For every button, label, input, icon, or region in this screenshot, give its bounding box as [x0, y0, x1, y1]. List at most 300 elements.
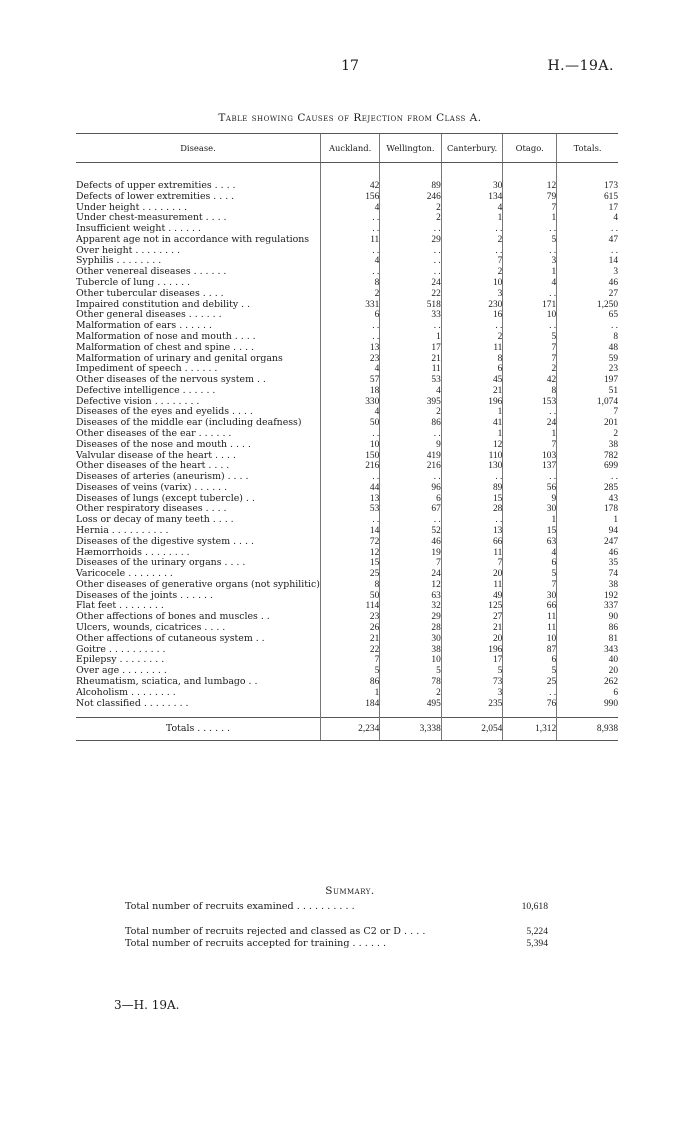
cell-otago: 30 — [503, 504, 557, 515]
table-row — [76, 655, 618, 666]
cell-total: 615 — [557, 192, 618, 203]
cell-disease: Diseases of the nose and mouth . . . . — [76, 439, 251, 450]
cell-canterbury: 66 — [441, 537, 503, 548]
cell-total: 4 — [557, 213, 618, 224]
table-row — [76, 429, 618, 440]
cell-disease: Defects of lower extremities . . . . — [76, 191, 235, 202]
cell-canterbury: 49 — [441, 591, 503, 602]
cell-otago: . . — [503, 407, 557, 418]
cell-canterbury: 21 — [441, 623, 503, 634]
cell-otago: . . — [503, 321, 557, 332]
cell-total: 86 — [557, 623, 618, 634]
summary-label: Total number of recruits rejected and classed as C2 or D . . . . — [125, 926, 426, 937]
cell-otago: 66 — [503, 601, 557, 612]
cell-otago: 12 — [503, 181, 557, 192]
cell-auckland: 150 — [320, 451, 379, 462]
cell-otago: 7 — [503, 440, 557, 451]
cell-otago: 2 — [503, 364, 557, 375]
cell-auckland: 23 — [320, 612, 379, 623]
cell-otago: 103 — [503, 451, 557, 462]
cell-otago: 79 — [503, 192, 557, 203]
cell-disease: Malformation of nose and mouth . . . . — [76, 331, 256, 342]
cell-total: 51 — [557, 386, 618, 397]
cell-total: 7 — [557, 407, 618, 418]
cell-otago: 153 — [503, 397, 557, 408]
table-row — [76, 181, 618, 192]
cell-disease: Loss or decay of many teeth . . . . — [76, 515, 234, 526]
cell-canterbury: 5 — [441, 666, 503, 677]
cell-wellington: . . — [380, 515, 442, 526]
cell-total: 337 — [557, 601, 618, 612]
table-row — [76, 332, 618, 343]
cell-wellington: 246 — [380, 192, 442, 203]
table-row — [76, 440, 618, 451]
cell-disease: Under chest-measurement . . . . — [76, 213, 227, 224]
cell-canterbury: 110 — [441, 451, 503, 462]
cell-canterbury: 2 — [441, 235, 503, 246]
cell-total: 35 — [557, 558, 618, 569]
cell-canterbury: 12 — [441, 440, 503, 451]
table-row — [76, 278, 618, 289]
cell-canterbury: 41 — [441, 418, 503, 429]
table-row — [76, 515, 618, 526]
table-title: Table showing Causes of Rejection from Class A. — [218, 112, 482, 124]
cell-auckland: 184 — [320, 699, 379, 710]
cell-auckland: 11 — [320, 235, 379, 246]
cell-canterbury: 196 — [441, 645, 503, 656]
cell-wellington: 78 — [380, 677, 442, 688]
cell-disease: Defective vision . . . . . . . . — [76, 396, 200, 407]
table-row — [76, 203, 618, 214]
cell-auckland: 8 — [320, 278, 379, 289]
table-row — [76, 558, 618, 569]
cell-disease: Diseases of arteries (aneurism) . . . . — [76, 472, 249, 483]
cell-auckland: . . — [320, 515, 379, 526]
cell-wellington: 395 — [380, 397, 442, 408]
cell-canterbury: 16 — [441, 310, 503, 321]
cell-otago: 7 — [503, 203, 557, 214]
table-row — [76, 461, 618, 472]
cell-canterbury: 196 — [441, 397, 503, 408]
cell-canterbury: 11 — [441, 548, 503, 559]
cell-otago: 3 — [503, 256, 557, 267]
cell-disease: Defects of upper extremities . . . . — [76, 181, 236, 191]
cell-auckland: 2 — [320, 289, 379, 300]
table-row — [76, 548, 618, 559]
cell-otago: . . — [503, 289, 557, 300]
cell-auckland: 15 — [320, 558, 379, 569]
cell-wellington: 53 — [380, 375, 442, 386]
table-row — [76, 591, 618, 602]
cell-canterbury: 7 — [441, 256, 503, 267]
cell-total: 6 — [557, 688, 618, 699]
cell-wellington: 89 — [380, 181, 442, 192]
cell-disease: Other diseases of the ear . . . . . . — [76, 428, 232, 439]
cell-auckland: . . — [320, 224, 379, 235]
cell-wellington: 17 — [380, 343, 442, 354]
cell-wellington: 9 — [380, 440, 442, 451]
cell-total: . . — [557, 246, 618, 257]
cell-disease: Goitre . . . . . . . . . . — [76, 644, 166, 655]
cell-disease: Syphilis . . . . . . . . — [76, 256, 162, 267]
cell-wellington: 32 — [380, 601, 442, 612]
cell-auckland: 4 — [320, 407, 379, 418]
cell-otago: 76 — [503, 699, 557, 710]
cell-canterbury: 27 — [441, 612, 503, 623]
table-row — [76, 526, 618, 537]
cell-disease: Varicocele . . . . . . . . — [76, 569, 173, 580]
cell-disease: Alcoholism . . . . . . . . — [76, 687, 176, 698]
table-row — [76, 483, 618, 494]
cell-disease: Rheumatism, sciatica, and lumbago . . — [76, 676, 258, 687]
cell-wellington: 12 — [380, 580, 442, 591]
cell-otago: 10 — [503, 634, 557, 645]
cell-disease: Diseases of the urinary organs . . . . — [76, 558, 246, 569]
totals-wellington: 3,338 — [380, 718, 442, 741]
cell-auckland: 53 — [320, 504, 379, 515]
cell-canterbury: 7 — [441, 558, 503, 569]
cell-auckland: 8 — [320, 580, 379, 591]
cell-wellington: 419 — [380, 451, 442, 462]
cell-auckland: 14 — [320, 526, 379, 537]
column-header-otago: Otago. — [503, 134, 557, 163]
cell-otago: 24 — [503, 418, 557, 429]
cell-canterbury: 89 — [441, 483, 503, 494]
cell-otago: 15 — [503, 526, 557, 537]
cell-total: 38 — [557, 440, 618, 451]
cell-total: 173 — [557, 181, 618, 192]
cell-otago: 5 — [503, 235, 557, 246]
cell-otago: . . — [503, 688, 557, 699]
cell-total: 38 — [557, 580, 618, 591]
cell-canterbury: 17 — [441, 655, 503, 666]
cell-wellington: 6 — [380, 494, 442, 505]
cell-total: 48 — [557, 343, 618, 354]
column-header-totals: Totals. — [557, 134, 618, 163]
cell-total: 46 — [557, 548, 618, 559]
cell-disease: Impaired constitution and debility . . — [76, 299, 251, 310]
cell-canterbury: 2 — [441, 267, 503, 278]
table-row — [76, 386, 618, 397]
cell-disease: Other affections of bones and muscles . . — [76, 612, 270, 623]
cell-total: 262 — [557, 677, 618, 688]
cell-otago: 7 — [503, 343, 557, 354]
cell-auckland: . . — [320, 246, 379, 257]
cell-disease: Other diseases of the heart . . . . — [76, 461, 230, 472]
cell-canterbury: 20 — [441, 569, 503, 580]
cell-auckland: 7 — [320, 655, 379, 666]
cell-wellington: 46 — [380, 537, 442, 548]
cell-otago: 1 — [503, 213, 557, 224]
cell-otago: . . — [503, 224, 557, 235]
cell-wellington: 22 — [380, 289, 442, 300]
totals-row — [76, 718, 618, 741]
table-row — [76, 289, 618, 300]
cell-auckland: 10 — [320, 440, 379, 451]
cell-wellington: 5 — [380, 666, 442, 677]
cell-otago: 5 — [503, 332, 557, 343]
cell-disease: Other diseases of generative organs (not syphilitic) — [76, 579, 320, 590]
cell-wellington: 2 — [380, 407, 442, 418]
footer-reference: 3—H. 19A. — [114, 998, 180, 1012]
table-header-row — [76, 134, 618, 163]
cell-canterbury: 45 — [441, 375, 503, 386]
cell-auckland: 23 — [320, 354, 379, 365]
cell-wellington: . . — [380, 267, 442, 278]
cell-otago: 11 — [503, 623, 557, 634]
cell-wellington: 495 — [380, 699, 442, 710]
cell-disease: Hæmorrhoids . . . . . . . . — [76, 547, 190, 558]
cell-wellington: 24 — [380, 569, 442, 580]
cell-total: 1,250 — [557, 300, 618, 311]
cell-wellington: 96 — [380, 483, 442, 494]
cell-disease: Over height . . . . . . . . — [76, 245, 181, 256]
cell-canterbury: 30 — [441, 181, 503, 192]
cell-auckland: 26 — [320, 623, 379, 634]
cell-canterbury: 2 — [441, 332, 503, 343]
cell-otago: 87 — [503, 645, 557, 656]
cell-auckland: 4 — [320, 256, 379, 267]
cell-total: . . — [557, 472, 618, 483]
cell-disease: Diseases of the eyes and eyelids . . . . — [76, 407, 253, 418]
summary-title: Summary. — [325, 885, 375, 897]
table-row — [76, 688, 618, 699]
summary-label: Total number of recruits examined . . . . . . . . . . — [125, 901, 355, 912]
cell-otago: 25 — [503, 677, 557, 688]
cell-auckland: 114 — [320, 601, 379, 612]
page-number: 17 — [341, 58, 359, 74]
cell-total: 178 — [557, 504, 618, 515]
cell-total: 43 — [557, 494, 618, 505]
table-row — [76, 267, 618, 278]
table-row — [76, 666, 618, 677]
cell-otago: 8 — [503, 386, 557, 397]
totals-otago: 1,312 — [503, 718, 557, 741]
cell-total: 201 — [557, 418, 618, 429]
cell-auckland: 1 — [320, 688, 379, 699]
cell-disease: Malformation of urinary and genital organs — [76, 353, 283, 364]
cell-wellington: 2 — [380, 213, 442, 224]
cell-total: 65 — [557, 310, 618, 321]
cell-disease: Epilepsy . . . . . . . . — [76, 655, 165, 666]
table-body — [76, 163, 618, 710]
cell-auckland: 4 — [320, 364, 379, 375]
cell-otago: 171 — [503, 300, 557, 311]
cell-auckland: . . — [320, 472, 379, 483]
cell-disease: Defective intelligence . . . . . . — [76, 385, 216, 396]
cell-otago: 56 — [503, 483, 557, 494]
cell-wellington: 21 — [380, 354, 442, 365]
cell-wellington: 38 — [380, 645, 442, 656]
table-row — [76, 677, 618, 688]
table-row — [76, 310, 618, 321]
summary-value: 5,394 — [526, 938, 548, 949]
cell-wellington: 10 — [380, 655, 442, 666]
cell-wellington: 29 — [380, 612, 442, 623]
cell-otago: 5 — [503, 666, 557, 677]
cell-disease: Other affections of cutaneous system . . — [76, 633, 265, 644]
cell-disease: Over age . . . . . . . . — [76, 666, 167, 677]
cell-auckland: 12 — [320, 548, 379, 559]
cell-canterbury: 73 — [441, 677, 503, 688]
cell-canterbury: 1 — [441, 213, 503, 224]
cell-auckland: 18 — [320, 386, 379, 397]
cell-otago: 1 — [503, 515, 557, 526]
table-row — [76, 256, 618, 267]
cell-wellington: 33 — [380, 310, 442, 321]
cell-wellington: 63 — [380, 591, 442, 602]
cell-auckland: 57 — [320, 375, 379, 386]
table-row — [76, 397, 618, 408]
cell-total: 40 — [557, 655, 618, 666]
cell-canterbury: 134 — [441, 192, 503, 203]
table-row — [76, 224, 618, 235]
cell-canterbury: 235 — [441, 699, 503, 710]
cell-wellington: 30 — [380, 634, 442, 645]
cell-total: 3 — [557, 267, 618, 278]
table-row — [76, 612, 618, 623]
cell-otago: 4 — [503, 548, 557, 559]
cell-canterbury: 1 — [441, 407, 503, 418]
cell-canterbury: 10 — [441, 278, 503, 289]
cell-wellington: 86 — [380, 418, 442, 429]
cell-total: 81 — [557, 634, 618, 645]
cell-wellington: . . — [380, 224, 442, 235]
cell-disease: Ulcers, wounds, cicatrices . . . . — [76, 623, 226, 634]
cell-total: 197 — [557, 375, 618, 386]
cell-canterbury: 125 — [441, 601, 503, 612]
cell-total: 8 — [557, 332, 618, 343]
document-reference: H.—19A. — [547, 58, 614, 74]
cell-disease: Impediment of speech . . . . . . — [76, 364, 218, 375]
cell-total: 990 — [557, 699, 618, 710]
summary-value: 5,224 — [526, 926, 548, 937]
table-row — [76, 569, 618, 580]
table-totals — [76, 709, 618, 741]
cell-total: . . — [557, 224, 618, 235]
cell-canterbury: 6 — [441, 364, 503, 375]
cell-auckland: 4 — [320, 203, 379, 214]
cell-wellington: 11 — [380, 364, 442, 375]
cell-canterbury: 21 — [441, 386, 503, 397]
table-row — [76, 375, 618, 386]
cell-otago: 4 — [503, 278, 557, 289]
column-header-wellington: Wellington. — [380, 134, 442, 163]
cell-auckland: 86 — [320, 677, 379, 688]
column-header-canterbury: Canterbury. — [441, 134, 503, 163]
table-row — [76, 699, 618, 710]
table-row — [76, 354, 618, 365]
cell-disease: Tubercle of lung . . . . . . — [76, 278, 191, 289]
cell-otago: 11 — [503, 612, 557, 623]
cell-wellington: . . — [380, 429, 442, 440]
table-row — [76, 418, 618, 429]
cell-disease: Diseases of the digestive system . . . . — [76, 536, 254, 547]
cell-auckland: . . — [320, 321, 379, 332]
cell-total: 2 — [557, 429, 618, 440]
cell-total: 46 — [557, 278, 618, 289]
cell-disease: Other respiratory diseases . . . . — [76, 504, 227, 515]
cell-total: 27 — [557, 289, 618, 300]
cell-auckland: 25 — [320, 569, 379, 580]
table-row — [76, 300, 618, 311]
cell-canterbury: . . — [441, 246, 503, 257]
column-header-auckland: Auckland. — [320, 134, 379, 163]
cell-otago: 7 — [503, 354, 557, 365]
table-row — [76, 634, 618, 645]
cell-disease: Diseases of the joints . . . . . . — [76, 590, 213, 601]
table-row — [76, 246, 618, 257]
cell-wellington: 28 — [380, 623, 442, 634]
cell-disease: Malformation of chest and spine . . . . — [76, 342, 255, 353]
cell-wellington: 67 — [380, 504, 442, 515]
cell-wellington: 24 — [380, 278, 442, 289]
table-row — [76, 537, 618, 548]
cell-wellington: 7 — [380, 558, 442, 569]
cell-auckland: . . — [320, 213, 379, 224]
cell-canterbury: . . — [441, 515, 503, 526]
cell-otago: 10 — [503, 310, 557, 321]
table-row — [76, 343, 618, 354]
cell-disease: Diseases of veins (varix) . . . . . . — [76, 482, 228, 493]
cell-total: 247 — [557, 537, 618, 548]
cell-otago: 63 — [503, 537, 557, 548]
cell-total: 782 — [557, 451, 618, 462]
cell-total: 20 — [557, 666, 618, 677]
cell-auckland: . . — [320, 429, 379, 440]
cell-wellington: 29 — [380, 235, 442, 246]
cell-total: 14 — [557, 256, 618, 267]
cell-otago: 42 — [503, 375, 557, 386]
cell-wellington: 2 — [380, 688, 442, 699]
table-row — [76, 504, 618, 515]
cell-auckland: 216 — [320, 461, 379, 472]
cell-auckland: . . — [320, 267, 379, 278]
cell-total: . . — [557, 321, 618, 332]
cell-wellington: . . — [380, 472, 442, 483]
cell-disease: Under height . . . . . . . . — [76, 202, 188, 213]
table-row — [76, 321, 618, 332]
cell-auckland: 5 — [320, 666, 379, 677]
cell-canterbury: . . — [441, 472, 503, 483]
rejection-causes-table — [76, 133, 618, 741]
cell-total: 192 — [557, 591, 618, 602]
cell-disease: Diseases of the middle ear (including deafness) — [76, 418, 302, 429]
table-row — [76, 623, 618, 634]
cell-wellington: 52 — [380, 526, 442, 537]
cell-auckland: 331 — [320, 300, 379, 311]
cell-auckland: . . — [320, 332, 379, 343]
cell-auckland: 50 — [320, 591, 379, 602]
cell-wellington: . . — [380, 256, 442, 267]
cell-total: 47 — [557, 235, 618, 246]
cell-wellington: 518 — [380, 300, 442, 311]
table-row — [76, 494, 618, 505]
cell-wellington: 216 — [380, 461, 442, 472]
totals-canterbury: 2,054 — [441, 718, 503, 741]
cell-canterbury: . . — [441, 321, 503, 332]
cell-canterbury: 1 — [441, 429, 503, 440]
cell-otago: 6 — [503, 558, 557, 569]
cell-otago: . . — [503, 472, 557, 483]
cell-disease: Not classified . . . . . . . . — [76, 698, 189, 709]
cell-canterbury: 13 — [441, 526, 503, 537]
cell-wellington: 2 — [380, 203, 442, 214]
cell-otago: 5 — [503, 569, 557, 580]
cell-total: 90 — [557, 612, 618, 623]
table-row — [76, 213, 618, 224]
table-row — [76, 645, 618, 656]
